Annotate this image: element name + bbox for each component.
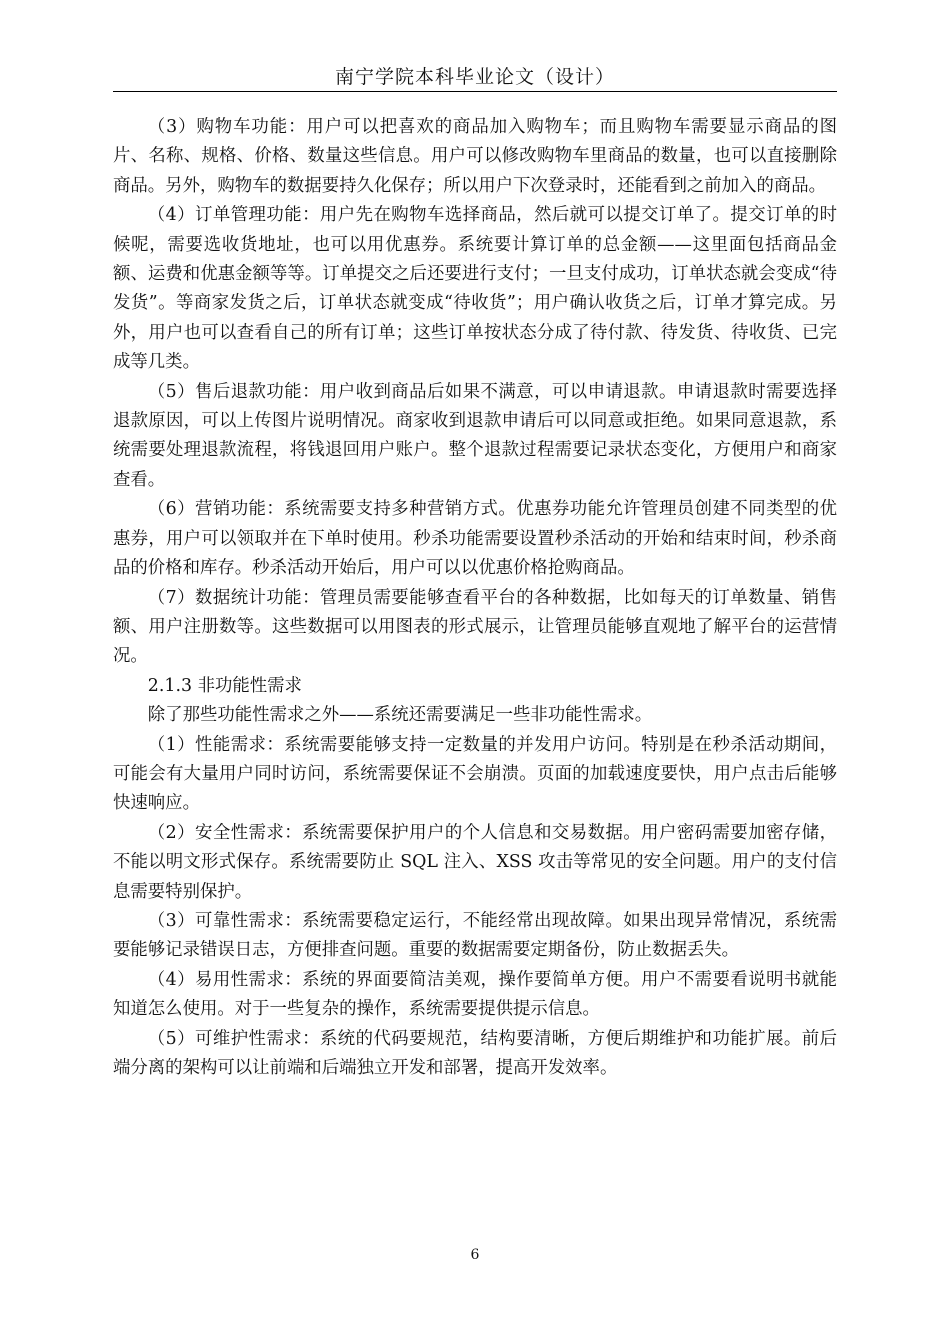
page-number: 6 xyxy=(470,1247,480,1263)
paragraph-order-management: （4）订单管理功能：用户先在购物车选择商品，然后就可以提交订单了。提交订单的时候呢，需要选收货地址，也可以用优惠券。系统要计算订单的总金额——这里面包括商品金额、运费和优惠金额等等。订单提交之后还要进行支付；一旦支付成功，订单状态就会变成“待发货”。等商家发货之后，订单状态就变成“待收货”；用户确认收货之后，订单才算完成。另外，用户也可以查看自己的所有订单；这些订单按状态分成了待付款、待发货、待收货、已完成等几类。 xyxy=(113,205,837,373)
paragraph-nonfunctional-intro: 除了那些功能性需求之外——系统还需要满足一些非功能性需求。 xyxy=(147,705,653,726)
section-heading-nonfunctional: 2.1.3 非功能性需求 xyxy=(147,675,302,696)
paragraph-cart-function: （3）购物车功能：用户可以把喜欢的商品加入购物车；而且购物车需要显示商品的图片、名称、规格、价格、数量这些信息。用户可以修改购物车里商品的数量，也可以直接删除商品。另外，购物车的数据要持久化保存；所以用户下次登录时，还能看到之前加入的商品。 xyxy=(113,117,837,196)
running-header: 南宁学院本科毕业论文（设计） xyxy=(334,66,615,88)
paragraph-security: （2）安全性需求：系统需要保护用户的个人信息和交易数据。用户密码需要加密存储，不能以明文形式保存。系统需要防止 SQL 注入、XSS 攻击等常见的安全问题。用户的支付信息需要特别保护。 xyxy=(113,822,837,902)
paragraph-usability: （4）易用性需求：系统的界面要简洁美观，操作要简单方便。用户不需要看说明书就能知道怎么使用。对于一些复杂的操作，系统需要提供提示信息。 xyxy=(113,969,837,1020)
paragraph-performance: （1）性能需求：系统需要能够支持一定数量的并发用户访问。特别是在秒杀活动期间，可能会有大量用户同时访问，系统需要保证不会崩溃。页面的加载速度要快，用户点击后能够快速响应。 xyxy=(113,734,837,814)
paragraph-refund-function: （5）售后退款功能：用户收到商品后如果不满意，可以申请退款。申请退款时需要选择退款原因，可以上传图片说明情况。商家收到退款申请后可以同意或拒绝。如果同意退款，系统需要处理退款流程，将钱退回用户账户。整个退款过程需要记录状态变化，方便用户和商家查看。 xyxy=(113,381,837,490)
paragraph-marketing-function: （6）营销功能：系统需要支持多种营销方式。优惠券功能允许管理员创建不同类型的优惠券，用户可以领取并在下单时使用。秒杀功能需要设置秒杀活动的开始和结束时间，秒杀商品的价格和库存。秒杀活动开始后，用户可以以优惠价格抢购商品。 xyxy=(113,499,837,579)
paragraph-reliability: （3）可靠性需求：系统需要稳定运行，不能经常出现故障。如果出现异常情况，系统需要能够记录错误日志，方便排查问题。重要的数据需要定期备份，防止数据丢失。 xyxy=(113,910,837,961)
body-text xyxy=(113,113,837,1083)
paragraph-maintainability: （5）可维护性需求：系统的代码要规范，结构要清晰，方便后期维护和功能扩展。前后端分离的架构可以让前端和后端独立开发和部署，提高开发效率。 xyxy=(113,1028,837,1078)
header-rule xyxy=(113,91,837,92)
paragraph-statistics-function: （7）数据统计功能：管理员需要能够查看平台的各种数据，比如每天的订单数量、销售额、用户注册数等。这些数据可以用图表的形式展示，让管理员能够直观地了解平台的运营情况。 xyxy=(113,587,837,667)
